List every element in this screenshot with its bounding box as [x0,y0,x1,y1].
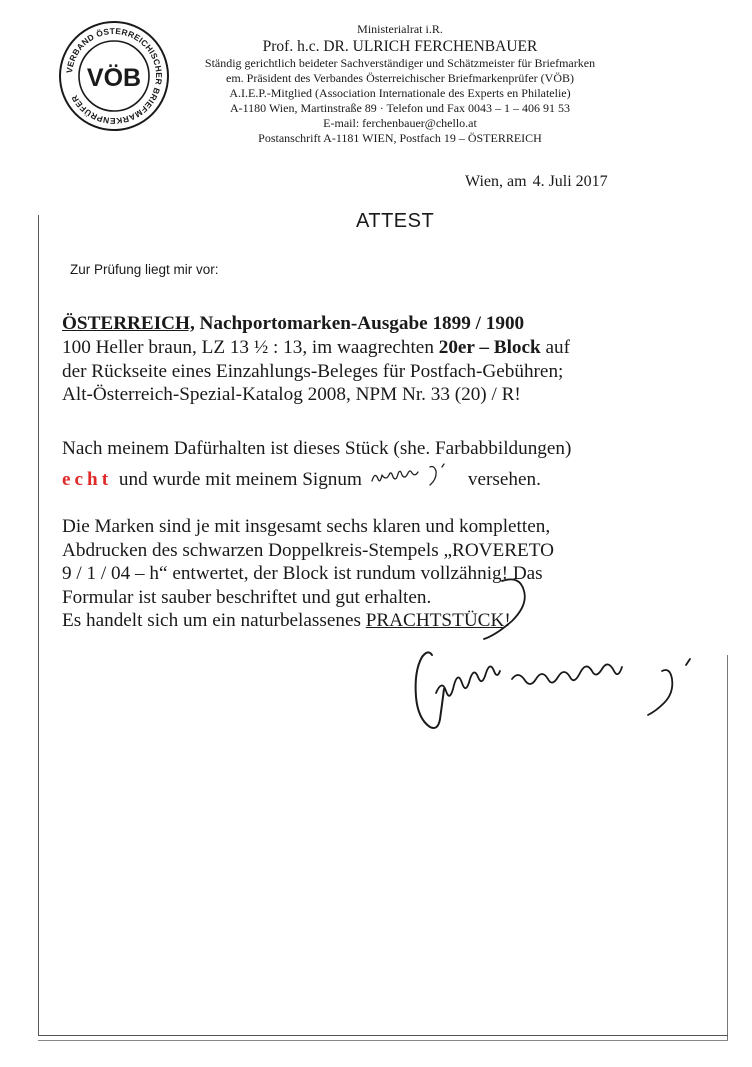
prachtstueck-label: PRACHTSTÜCK [365,610,505,631]
letterhead-rank: Ministerialrat i.R. [357,22,443,36]
details-text: Es handelt sich um ein naturbelassenes [62,610,366,631]
page-edge-bottom-shadow [38,1040,728,1041]
description-line-2: der Rückseite eines Einzahlungs-Beleges für Postfach-Gebühren; [62,360,564,382]
document-date [465,173,608,191]
date-value: 4. Juli 2017 [532,173,608,190]
letterhead-line-3: A.I.E.P.-Mitglied (Association Internationale des Experts en Philatelie) [229,86,571,100]
description-line-3: Alt-Österreich-Spezial-Katalog 2008, NPM Nr. 33 (20) / R! [62,384,521,405]
page-edge-bottom [38,1035,728,1036]
seal-monogram: VÖB [86,64,142,92]
page-edge-left [38,215,39,1035]
opinion-text-end: versehen. [467,468,541,490]
item-description [62,336,682,407]
description-text-end: auf [540,337,570,358]
description-text: 100 Heller braun, LZ 13 ½ : 13, im waagrechten [62,337,439,358]
heading-issue: Nachportomarken-Ausgabe 1899 / 1900 [194,313,525,334]
opinion-paragraph [62,437,682,491]
opinion-line-2 [62,461,682,492]
opinion-text: und wurde mit meinem Signum [114,468,362,490]
voeb-seal-logo [58,20,170,132]
letterhead-address: A-1180 Wien, Martinstraße 89 · Telefon und Fax 0043 – 1 – 406 91 53 [229,101,571,115]
echt-verdict: echt [62,468,113,490]
details-line-4: Formular ist sauber beschriftet und gut erhalten. [62,586,432,608]
letterhead-name: Prof. h.c. DR. ULRICH FERCHENBAUER [262,38,538,55]
letterhead-email: E-mail: ferchenbauer@chello.at [323,116,477,130]
date-label: Wien, am [465,173,527,190]
handwritten-signature [392,575,722,745]
letterhead [170,22,630,146]
opinion-line-1: Nach meinem Dafürhalten ist dieses Stück (she. Farbabbildungen) [62,438,572,459]
description-line-1 [62,336,682,360]
details-line-2: Abdrucken des schwarzen Doppelkreis-Stempels „ROVERETO [62,539,554,561]
seal-ring-text: VERBAND ÖSTERREICHISCHER BRIEFMARKENPRÜFER [64,25,165,127]
details-line-1: Die Marken sind je mit insgesamt sechs klaren und kompletten, [62,516,551,537]
expert-signum-mark [368,461,460,489]
letterhead-line-2: em. Präsident des Verbandes Österreichischer Briefmarkenprüfer (VÖB) [226,71,574,85]
letterhead-line-1: Ständig gerichtlich beideter Sachverständiger und Schätzmeister für Briefmarken [204,56,596,70]
page-edge-right [727,655,728,1040]
block-type: 20er – Block [438,337,541,358]
details-line-3: 9 / 1 / 04 – h“ entwertet, der Block ist rundum vollzähnig! Das [62,563,543,584]
document-title: ATTEST [356,210,435,232]
heading-country: ÖSTERREICH, [62,313,195,334]
letterhead-postal: Postanschrift A-1181 WIEN, Postfach 19 – ÖSTERREICH [258,131,542,145]
item-heading [62,312,682,336]
intro-text: Zur Prüfung liegt mir vor: [70,262,219,277]
details-text-end: ! [504,610,511,631]
